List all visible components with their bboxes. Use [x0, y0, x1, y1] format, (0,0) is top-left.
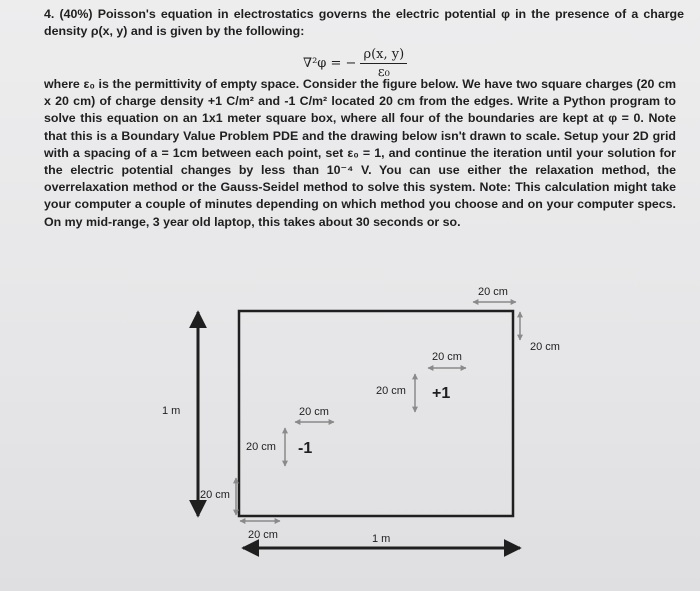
label-plus-charge: +1 [432, 385, 451, 402]
label-plus-side: 20 cm [376, 385, 406, 397]
problem-weight: (40%) [59, 7, 93, 21]
label-minus-charge: -1 [298, 440, 313, 457]
label-bottom-width: 1 m [372, 533, 391, 545]
problem-body: where ε₀ is the permittivity of empty space. Consider the figure below. We have two square charges (20 cm x 20 cm) of charge density +1 C/m² and -1 C/m² located 20 cm from the edges. Write a Python program to solve this equation on an 1x1 meter square box, where all four of the boundaries are kept at φ = 0. Note that this is a Boundary Value Problem PDE and the drawing below isn't drawn to scale. Setup your 2D grid with a spacing of a = 1cm between each point, set ε₀ = 1, and continue the iteration until your solution for the electric potential changes by less than 10⁻⁴ V. You can use either the relaxation method, the overrelaxation method or the Gauss-Seidel method to solve this system. Note: This calculation might take your computer a couple of minutes depending on which method you choose and on your computer specs. On my mid-range, 3 year old laptop, this takes about 30 seconds or so. [44, 77, 676, 229]
label-bottom-left-side: 20 cm [200, 489, 230, 501]
label-left-height: 1 m [162, 405, 181, 417]
label-minus-top: 20 cm [299, 406, 329, 418]
label-right: 20 cm [530, 341, 560, 353]
boundary-box [239, 311, 513, 516]
label-top-right: 20 cm [478, 286, 508, 298]
problem-number: 4. [44, 7, 55, 21]
label-plus-top: 20 cm [432, 351, 462, 363]
equation-denominator: ε₀ [377, 64, 390, 80]
label-bottom-left-under: 20 cm [248, 529, 278, 541]
label-minus-side: 20 cm [246, 441, 276, 453]
equation-lhs: ∇²φ = − [303, 55, 357, 71]
equation-numerator: ρ(x, y) [360, 47, 407, 64]
problem-intro-text: Poisson's equation in electrostatics governs the electric potential φ in the presence of a charge density ρ(x, y) and is given by the following: [44, 7, 684, 38]
